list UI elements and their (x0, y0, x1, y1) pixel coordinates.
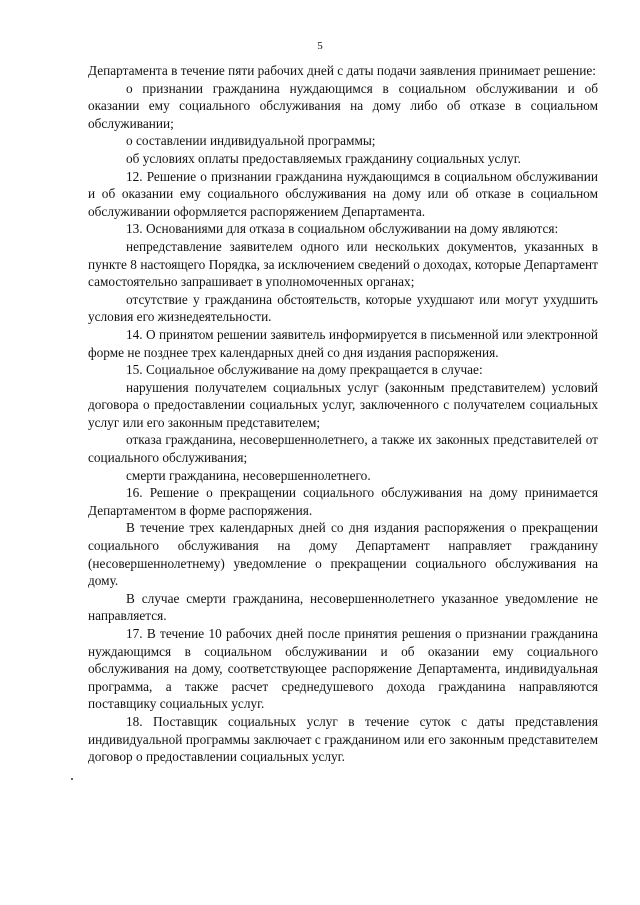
paragraph-item-18: 18. Поставщик социальных услуг в течение суток с даты представления индивидуальной программы заключает с гражданином или его законным представителем договор о предоставлении социальных услуг. (88, 713, 598, 765)
scan-speck (71, 778, 73, 780)
paragraph-item-17: 17. В течение 10 рабочих дней после принятия решения о признании гражданина нуждающимся в социальном обслуживании и об оказании ему социального обслуживания на дому, соответствующее распоряжение Департамента, индивидуальная программа, а также расчет среднедушевого дохода гражданина направляются поставщику социальных услуг. (88, 626, 598, 712)
paragraph-item-15: 15. Социальное обслуживание на дому прекращается в случае: (126, 362, 483, 378)
paragraph-item-12: 12. Решение о признании гражданина нуждающимся в социальном обслуживании и об оказании ему социального обслуживания на дому или об отказе в социальном обслуживании оформляется распоряжением Департамента. (88, 168, 598, 219)
paragraph: В случае смерти гражданина, несовершеннолетнего указанное уведомление не направляется. (88, 590, 598, 624)
paragraph: смерти гражданина, несовершеннолетнего. (126, 467, 371, 483)
document-body (88, 62, 598, 766)
paragraph-continuation: Департамента в течение пяти рабочих дней с даты подачи заявления принимает решение: (88, 63, 597, 78)
paragraph: отказа гражданина, несовершеннолетнего, а также их законных представителей от социального обслуживания; (88, 432, 598, 466)
paragraph-item-14: 14. О принятом решении заявитель информируется в письменной или электронной форме не позднее трех календарных дней со дня издания распоряжения. (88, 326, 598, 360)
paragraph: о признании гражданина нуждающимся в социальном обслуживании и об оказании ему социального обслуживания на дому либо об отказе в социальном обслуживании; (88, 80, 598, 131)
paragraph-item-16: 16. Решение о прекращении социального обслуживания на дому принимается Департаментом в форме распоряжения. (88, 485, 598, 518)
paragraph: непредставление заявителем одного или нескольких документов, указанных в пункте 8 настоящего Порядка, за исключением сведений о доходах, которые Департамент самостоятельно запрашивает в уполномоченных органах; (88, 238, 598, 290)
paragraph: нарушения получателем социальных услуг (законным представителем) условий договора о предоставлении социальных услуг, заключенного с получателем социальных услуг или его законным представителем; (88, 379, 598, 430)
paragraph: В течение трех календарных дней со дня издания распоряжения о прекращении социального обслуживания на дому Департамент направляет гражданину (несовершеннолетнему) уведомление о прекращении социального обслуживания на дому. (88, 520, 598, 589)
page-number: 5 (317, 40, 323, 52)
paragraph: отсутствие у гражданина обстоятельств, которые ухудшают или могут ухудшить условия его жизнедеятельности. (88, 291, 598, 325)
paragraph: о составлении индивидуальной программы; (126, 133, 376, 149)
paragraph: об условиях оплаты предоставляемых гражданину социальных услуг. (126, 150, 521, 166)
paragraph-item-13: 13. Основаниями для отказа в социальном обслуживании на дому являются: (126, 221, 559, 237)
